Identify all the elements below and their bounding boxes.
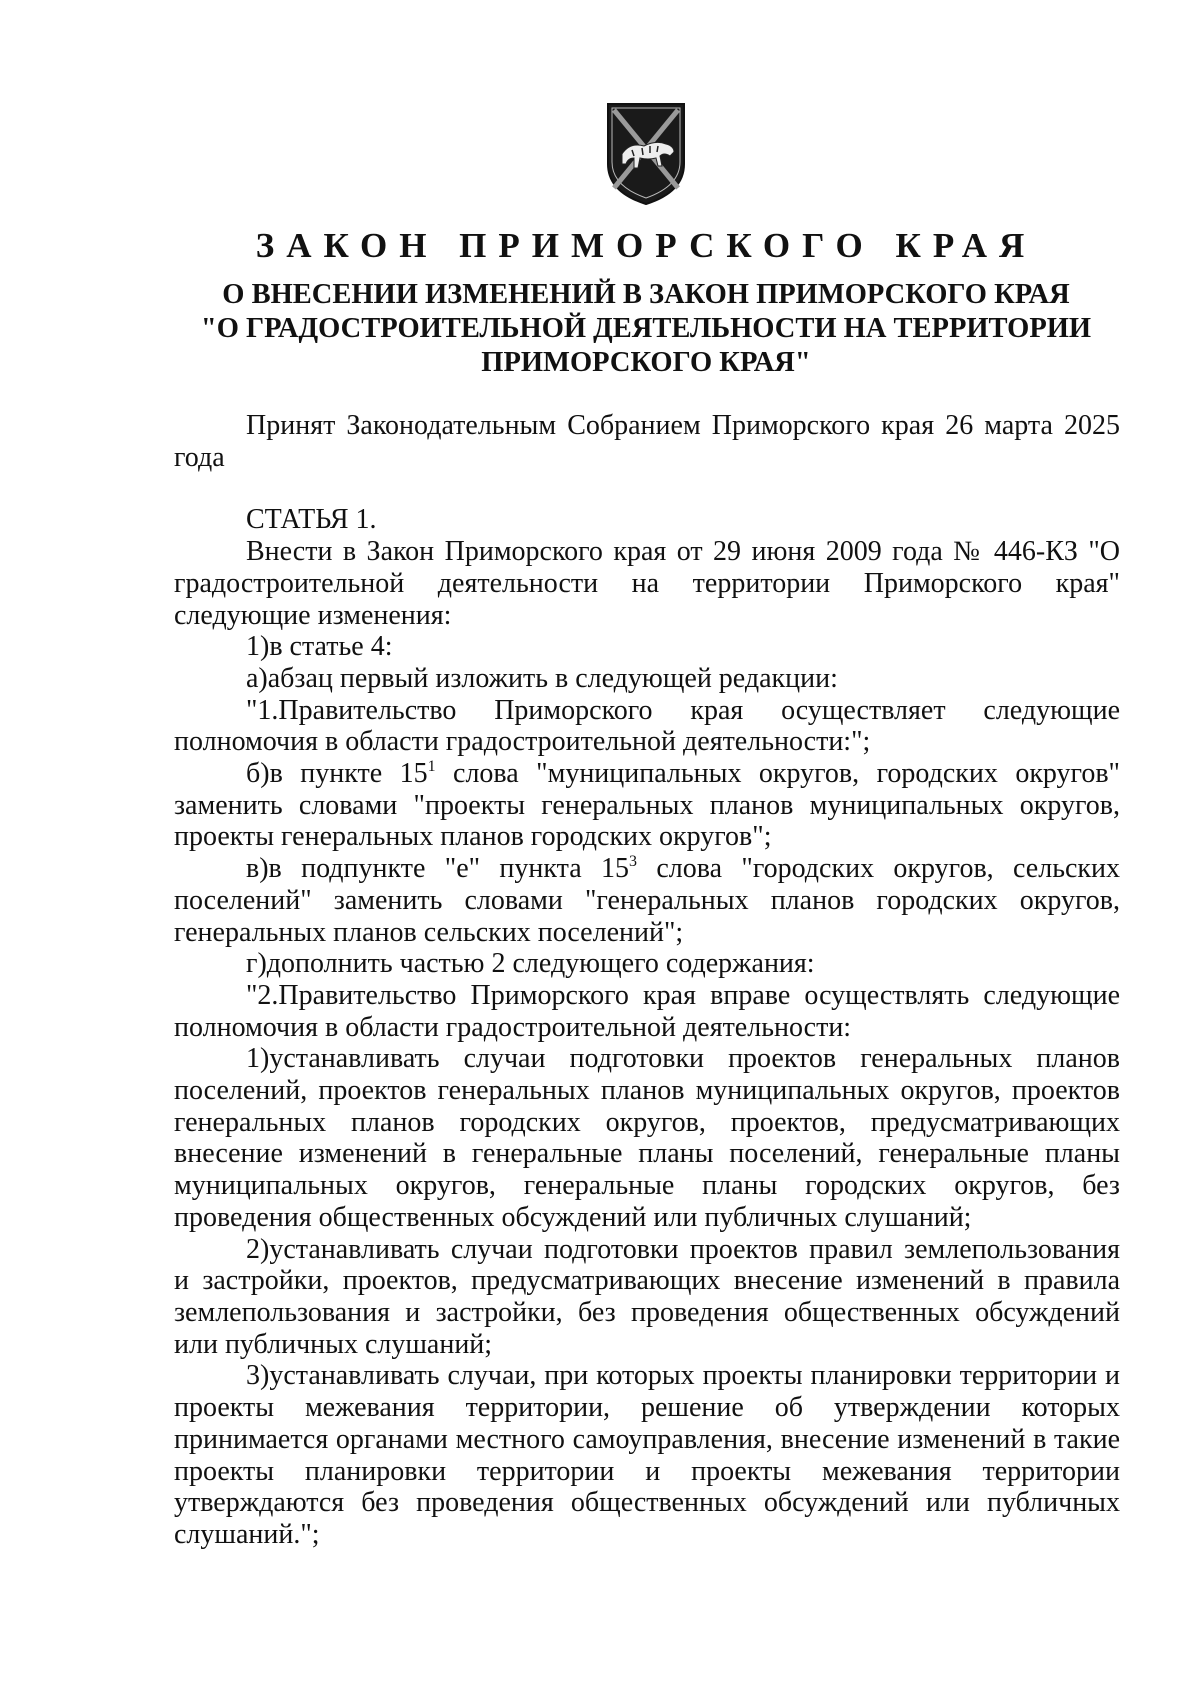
list-item: 2)устанавливать случаи подготовки проектов правил землепользования и застройки, проектов, предусматривающих внесение изменений в правила землепользования и застройки, без проведения общественных обсуждений или публичных слушаний; (174, 1233, 1120, 1360)
article-heading: СТАТЬЯ 1. (246, 504, 377, 536)
text-fragment: в)в подпункте "е" пункта 15 (246, 853, 629, 885)
list-item (174, 853, 1120, 948)
list-item: 3)устанавливать случаи, при которых проекты планировки территории и проекты межевания территории, решение об утверждении которых принимается органами местного самоуправления, внесение изменений в такие проекты планировки территории и проекты межевания территории утверждаются без проведения общественных обсуждений или публичных слушаний."; (174, 1360, 1120, 1550)
list-item: 1)устанавливать случаи подготовки проектов генеральных планов поселений, проектов генеральных планов муниципальных округов, проектов генеральных планов городских округов, проектов, предусматривающих внесение изменений в генеральные планы поселений, генеральные планы муниципальных округов, генеральные планы городских округов, без проведения общественных обсуждений или публичных слушаний; (174, 1043, 1120, 1233)
subtitle-line: ПРИМОРСКОГО КРАЯ" (481, 347, 811, 378)
quoted-text: "2.Правительство Приморского края вправе осуществлять следующие полномочия в области градостроительной деятельности: (174, 979, 1120, 1043)
text-fragment: б)в пункте 15 (246, 758, 428, 790)
superscript: 3 (629, 853, 637, 871)
quoted-text: "1.Правительство Приморского края осуществляет следующие полномочия в области градостроительной деятельности:"; (174, 694, 1120, 758)
subtitle-line: "О ГРАДОСТРОИТЕЛЬНОЙ ДЕЯТЕЛЬНОСТИ НА ТЕРРИТОРИИ (200, 313, 1092, 344)
list-item (174, 758, 1120, 853)
list-item: 1)в статье 4: (246, 631, 393, 663)
document-body (174, 410, 1120, 1551)
coat-of-arms-emblem (604, 100, 688, 206)
list-item: а)абзац первый изложить в следующей редакции: (246, 662, 838, 694)
article-intro: Внести в Закон Приморского края от 29 июня 2009 года № 446-КЗ "О градостроительной деятельности на территории Приморского края" следующие изменения: (174, 536, 1120, 631)
subtitle-line: О ВНЕСЕНИИ ИЗМЕНЕНИЙ В ЗАКОН ПРИМОРСКОГО КРАЯ (222, 279, 1070, 310)
law-subtitle (170, 278, 1122, 380)
text-fragment: слова "муниципальных округов, городских округов" заменить словами "проекты генеральных планов муниципальных округов, проекты генеральных планов городских округов"; (174, 758, 1120, 853)
text-fragment: слова "городских округов, сельских поселений" заменить словами "генеральных планов городских округов, генеральных планов сельских поселений"; (174, 853, 1120, 948)
superscript: 1 (427, 758, 436, 776)
adoption-note: Принят Законодательным Собранием Приморского края 26 марта 2025 года (174, 410, 1120, 473)
law-title: ЗАКОН ПРИМОРСКОГО КРАЯ (255, 226, 1037, 265)
list-item: г)дополнить частью 2 следующего содержания: (246, 948, 815, 980)
